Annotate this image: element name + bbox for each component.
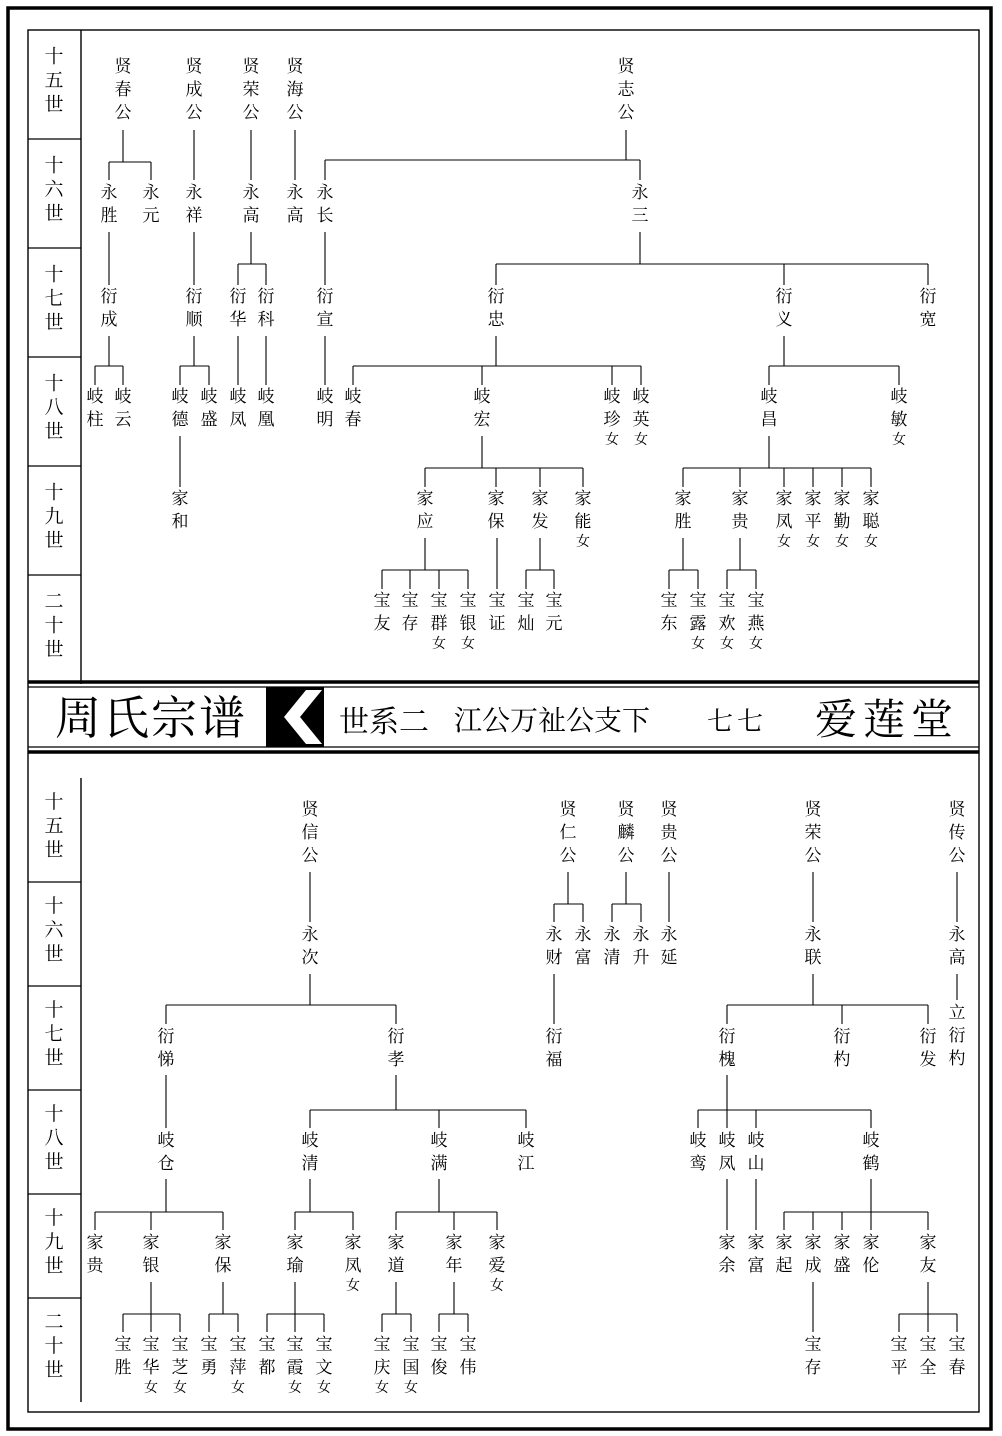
person-name: 家富 — [747, 1233, 765, 1276]
banner — [28, 682, 979, 752]
person-name: 宝灿 — [517, 591, 535, 634]
generation-label: 二十世 — [44, 590, 64, 661]
person-name: 岐珍 — [603, 387, 621, 430]
person-name: 衍悌 — [157, 1027, 175, 1070]
person-name: 永祥 — [185, 183, 203, 226]
generation-label: 十九世 — [44, 481, 64, 552]
person-name: 衍发 — [919, 1027, 937, 1070]
person-name: 贤信公 — [301, 800, 319, 866]
person-name: 宝都 — [258, 1335, 276, 1378]
person-name: 宝春 — [948, 1335, 966, 1378]
person-name: 家成 — [804, 1233, 822, 1276]
person-name: 宝存 — [804, 1335, 822, 1378]
banner-section: 世系二 — [339, 705, 429, 740]
person-name: 岐盛 — [200, 387, 218, 430]
person-name: 永财 — [545, 925, 563, 968]
female-mark: 女 — [173, 1380, 187, 1396]
person-name: 岐宏 — [473, 387, 491, 430]
person-name: 贤仁公 — [559, 800, 577, 866]
female-mark: 女 — [691, 636, 705, 652]
person-name: 岐鹤 — [862, 1131, 880, 1174]
person-name: 家能 — [574, 489, 592, 532]
female-mark: 女 — [490, 1278, 504, 1294]
person-name: 岐昌 — [760, 387, 778, 430]
person-name: 家贵 — [86, 1233, 104, 1276]
generation-label: 十五世 — [44, 791, 64, 861]
female-mark: 女 — [605, 432, 619, 448]
person-name: 宝友 — [373, 591, 391, 634]
person-name: 宝芝 — [171, 1335, 189, 1378]
person-name: 衍槐 — [718, 1027, 736, 1070]
person-name: 宝国 — [402, 1335, 420, 1378]
person-name: 贤贵公 — [660, 800, 678, 866]
female-mark: 女 — [864, 534, 878, 550]
generation-label: 十五世 — [44, 45, 64, 116]
person-name: 衍宣 — [316, 287, 334, 330]
person-name: 家道 — [387, 1233, 405, 1276]
person-name: 家年 — [445, 1233, 463, 1276]
person-name: 家凤 — [344, 1233, 362, 1276]
person-name: 宝俊 — [430, 1335, 448, 1378]
person-name: 宝群 — [430, 591, 448, 634]
person-name: 岐鸾 — [689, 1131, 707, 1174]
person-name: 衍科 — [257, 287, 275, 330]
person-name: 永高 — [242, 183, 260, 226]
person-name: 宝胜 — [114, 1335, 132, 1378]
generation-label: 十九世 — [44, 1207, 64, 1277]
female-mark: 女 — [461, 636, 475, 652]
person-name: 永升 — [632, 925, 650, 968]
female-mark: 女 — [144, 1380, 158, 1396]
person-name: 贤麟公 — [617, 800, 635, 866]
female-mark: 女 — [835, 534, 849, 550]
person-name: 宝霞 — [286, 1335, 304, 1378]
person-name: 家胜 — [674, 489, 692, 532]
female-mark: 女 — [346, 1278, 360, 1294]
person-name: 家应 — [416, 489, 434, 532]
person-name: 宝庆 — [373, 1335, 391, 1378]
person-name: 贤成公 — [185, 57, 203, 123]
person-name: 永元 — [142, 183, 160, 226]
generation-label: 十八世 — [44, 372, 64, 443]
generation-label: 二十世 — [44, 1311, 64, 1381]
female-mark: 女 — [288, 1380, 302, 1396]
person-name: 永高 — [286, 183, 304, 226]
person-name: 岐满 — [430, 1131, 448, 1174]
person-name: 岐山 — [747, 1131, 765, 1174]
person-name: 宝银 — [459, 591, 477, 634]
person-name: 立衍杓 — [948, 1003, 966, 1069]
person-name: 岐江 — [517, 1131, 535, 1174]
person-name: 永联 — [804, 925, 822, 968]
person-name: 宝露 — [689, 591, 707, 634]
person-name: 宝证 — [488, 591, 506, 634]
person-name: 衍福 — [545, 1027, 563, 1070]
person-name: 衍华 — [229, 287, 247, 330]
female-mark: 女 — [317, 1380, 331, 1396]
person-name: 岐柱 — [86, 387, 104, 430]
person-name: 贤荣公 — [804, 800, 822, 866]
person-name: 岐仓 — [157, 1131, 175, 1174]
female-mark: 女 — [749, 636, 763, 652]
person-name: 衍杓 — [833, 1027, 851, 1070]
person-name: 家瑜 — [286, 1233, 304, 1276]
person-name: 宝文 — [315, 1335, 333, 1378]
female-mark: 女 — [720, 636, 734, 652]
person-name: 永三 — [631, 183, 649, 226]
person-name: 家爱 — [488, 1233, 506, 1276]
person-name: 岐云 — [114, 387, 132, 430]
person-name: 宝元 — [545, 591, 563, 634]
person-name: 宝平 — [890, 1335, 908, 1378]
person-name: 家伦 — [862, 1233, 880, 1276]
person-name: 家平 — [804, 489, 822, 532]
person-name: 贤志公 — [617, 57, 635, 123]
person-name: 家发 — [531, 489, 549, 532]
generation-label: 十八世 — [44, 1103, 64, 1173]
person-name: 家聪 — [862, 489, 880, 532]
person-name: 宝华 — [142, 1335, 160, 1378]
generation-label: 十七世 — [44, 263, 64, 334]
person-name: 衍宽 — [919, 287, 937, 330]
person-name: 宝伟 — [459, 1335, 477, 1378]
person-name: 岐德 — [171, 387, 189, 430]
female-mark: 女 — [777, 534, 791, 550]
female-mark: 女 — [432, 636, 446, 652]
person-name: 宝燕 — [747, 591, 765, 634]
person-name: 永延 — [660, 925, 678, 968]
person-name: 衍忠 — [487, 287, 505, 330]
person-name: 家起 — [775, 1233, 793, 1276]
person-name: 岐敏 — [890, 387, 908, 430]
person-name: 岐清 — [301, 1131, 319, 1174]
person-name: 永胜 — [100, 183, 118, 226]
person-name: 岐凤 — [718, 1131, 736, 1174]
person-name: 贤传公 — [948, 800, 966, 866]
banner-hall: 爱 莲 堂 — [814, 695, 954, 744]
person-name: 衍义 — [775, 287, 793, 330]
banner-branch: 江公万祉公支下 — [453, 704, 651, 737]
person-name: 宝全 — [919, 1335, 937, 1378]
person-name: 衍成 — [100, 287, 118, 330]
person-name: 宝欢 — [718, 591, 736, 634]
person-name: 贤海公 — [286, 57, 304, 123]
generation-label: 十七世 — [44, 999, 64, 1069]
generation-label: 十六世 — [44, 895, 64, 965]
person-name: 永富 — [574, 925, 592, 968]
person-name: 家保 — [214, 1233, 232, 1276]
person-name: 永高 — [948, 925, 966, 968]
female-mark: 女 — [806, 534, 820, 550]
female-mark: 女 — [892, 432, 906, 448]
person-name: 贤春公 — [114, 57, 132, 123]
person-name: 贤荣公 — [242, 57, 260, 123]
female-mark: 女 — [576, 534, 590, 550]
person-name: 岐凰 — [257, 387, 275, 430]
person-name: 衍孝 — [387, 1027, 405, 1070]
person-name: 永次 — [301, 925, 319, 968]
person-name: 家保 — [487, 489, 505, 532]
banner-page-number: 七 七 — [706, 707, 764, 737]
female-mark: 女 — [404, 1380, 418, 1396]
banner-title: 周氏宗谱 — [55, 691, 245, 745]
person-name: 家友 — [919, 1233, 937, 1276]
female-mark: 女 — [231, 1380, 245, 1396]
person-name: 家余 — [718, 1233, 736, 1276]
person-name: 宝存 — [401, 591, 419, 634]
person-name: 家盛 — [833, 1233, 851, 1276]
person-name: 岐春 — [344, 387, 362, 430]
person-name: 家凤 — [775, 489, 793, 532]
person-name: 岐明 — [316, 387, 334, 430]
female-mark: 女 — [634, 432, 648, 448]
person-name: 岐英 — [632, 387, 650, 430]
person-name: 宝勇 — [200, 1335, 218, 1378]
person-name: 家银 — [142, 1233, 160, 1276]
person-name: 永清 — [603, 925, 621, 968]
person-name: 家和 — [171, 489, 189, 532]
person-name: 宝东 — [660, 591, 678, 634]
person-name: 宝萍 — [229, 1335, 247, 1378]
female-mark: 女 — [375, 1380, 389, 1396]
person-name: 家贵 — [731, 489, 749, 532]
person-name: 岐凤 — [229, 387, 247, 430]
generation-label: 十六世 — [44, 154, 64, 225]
person-name: 永长 — [316, 183, 334, 226]
person-name: 衍顺 — [185, 287, 203, 330]
person-name: 家勤 — [833, 489, 851, 532]
